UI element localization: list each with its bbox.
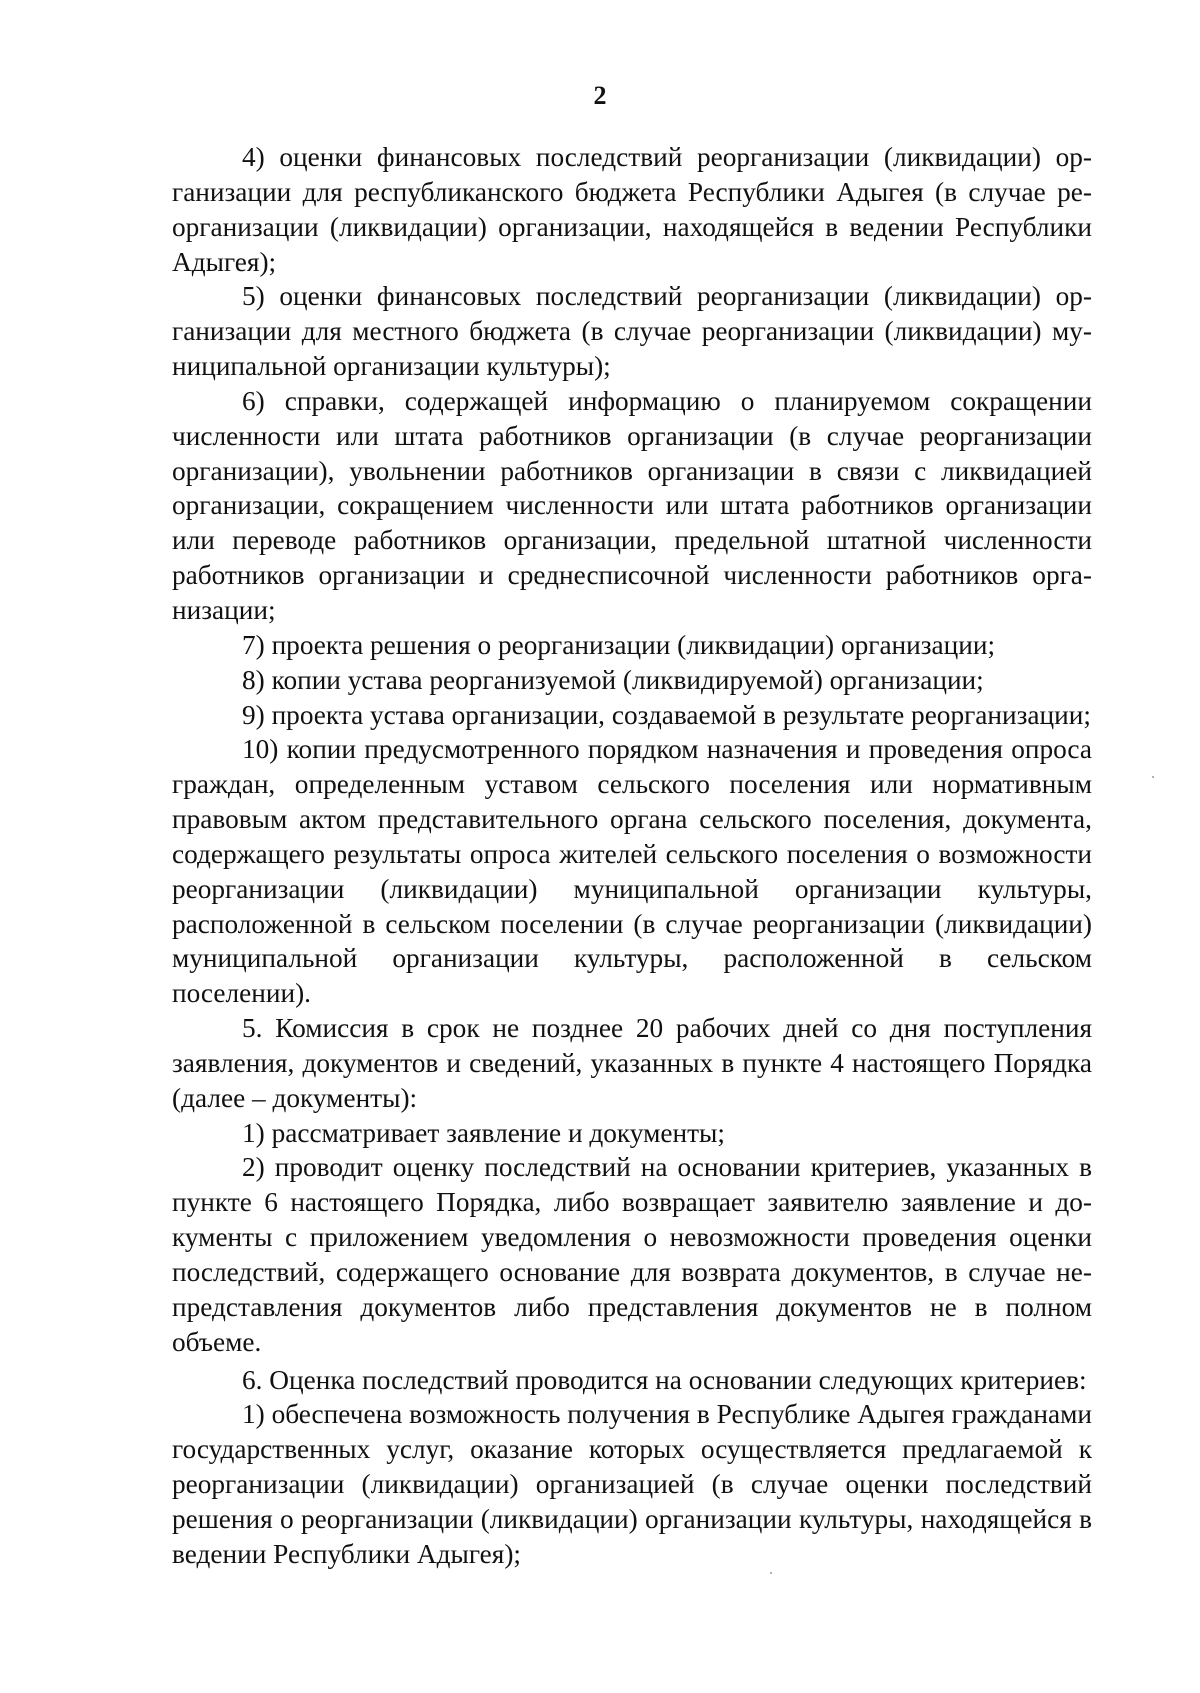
scan-speck bbox=[1152, 776, 1154, 778]
paragraph-section-6-item-1: 1) обеспечена возможность получения в Республике Адыгея гражданами государственных услуг, оказание которых осуществляется предлагаемой к реорганизации (ликвидации) организацией (в случае оценки последствий решения о реорганизации (ликвидации) организации культуры, находящейся в ведении Республики Адыгея); bbox=[172, 1399, 1092, 1569]
paragraph-section-5-item-1: 1) рассматривает заявление и документы; bbox=[242, 1117, 725, 1148]
paragraph-item-7-draft-decision: 7) проекта решения о реорганизации (ликвидации) организации; bbox=[242, 629, 996, 660]
paragraph-section-5-commission: 5. Комиссия в срок не позднее 20 рабочих дней со дня поступления заявления, документов и сведений, указанных в пункте 4 настоящего Порядка (далее – документы): bbox=[172, 1013, 1092, 1113]
paragraph-item-8-charter-copy: 8) копии устава реорганизуемой (ликвидируемой) организации; bbox=[242, 664, 984, 695]
paragraph-item-6-staff-reference: 6) справки, содержащей информацию о планируемом сокращении численности или штата работников организации (в случае реорганизации организации), увольнении работников организации в связи с ликвидацией организации, сокращением численности или штата работников организации или переводе работников организации, предельной штатной численности работников организации и среднесписочной численности работников организации; bbox=[172, 385, 1092, 625]
document-body bbox=[172, 140, 1092, 1572]
paragraph-item-10-survey-copy: 10) копии предусмотренного порядком назначения и проведения опроса граждан, определенным уставом сельского поселения или нормативным правовым актом представительного органа сельского поселения, документа, содержащего результаты опроса жителей сельского поселения о возможности реорганизации (ликвидации) муниципальной организации культуры, расположенной в сельском поселении (в случае реорганизации (ликвидации) муниципальной организации культуры, расположенной в сельском поселении). bbox=[172, 734, 1092, 1009]
scan-speck bbox=[770, 1572, 772, 1574]
paragraph-item-9-draft-charter: 9) проекта устава организации, создаваемой в результате реорганизации; bbox=[242, 699, 1091, 730]
paragraph-section-5-item-2: 2) проводит оценку последствий на основании критериев, указанных в пункте 6 настоящего Порядка, либо возвращает заявителю заявление и документы с приложением уведомления о невозможности проведения оценки последствий, содержащего основание для возврата документов, в случае непредставления документов либо представления документов не в полном объеме. bbox=[172, 1152, 1092, 1357]
paragraph-item-4-financial-republic: 4) оценки финансовых последствий реорганизации (ликвидации) организации для республиканского бюджета Республики Адыгея (в случае реорганизации (ликвидации) организации, находящейся в ведении Республики Адыгея); bbox=[172, 142, 1092, 277]
paragraph-item-5-financial-local: 5) оценки финансовых последствий реорганизации (ликвидации) организации для местного бюджета (в случае реорганизации (ликвидации) муниципальной организации культуры); bbox=[172, 281, 1092, 382]
paragraph-section-6-criteria: 6. Оценка последствий проводится на основании следующих критериев: bbox=[242, 1364, 1087, 1395]
page-number: 2 bbox=[593, 81, 607, 110]
